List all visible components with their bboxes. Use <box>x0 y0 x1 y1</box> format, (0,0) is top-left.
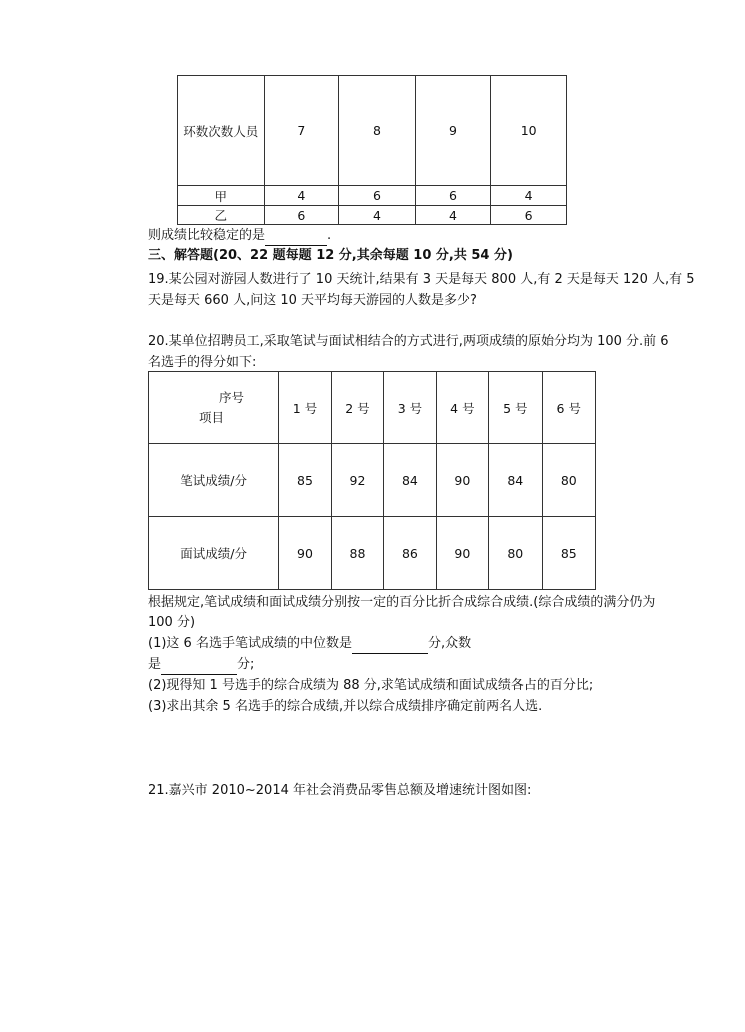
table2-cell: 84 <box>384 444 436 517</box>
table2-row-label: 笔试成绩/分 <box>149 444 279 517</box>
table1-cell: 4 <box>264 186 339 206</box>
sub1-text-c: 是 <box>148 657 162 672</box>
table1-header-cell: 8 <box>339 76 416 186</box>
table2-corner <box>149 372 279 444</box>
q21-line1: 21.嘉兴市 2010~2014 年社会消费品零售总额及增速统计图如图: <box>148 783 532 798</box>
q19-line2: 天是每天 660 人,问这 10 天平均每天游园的人数是多少? <box>148 293 477 308</box>
q20-rule-line2: 100 分) <box>148 615 196 630</box>
sub1-text-d: 分; <box>237 657 255 672</box>
table2-col-header: 5 号 <box>489 372 542 444</box>
table1-cell: 4 <box>339 206 416 225</box>
section-title: 三、解答题 <box>148 248 214 263</box>
table2-col-header: 6 号 <box>542 372 595 444</box>
q18-answer-line <box>148 226 331 246</box>
q20-sub3: (3)求出其余 5 名选手的综合成绩,并以综合成绩排序确定前两名人选. <box>148 699 543 714</box>
table2-cell: 90 <box>279 517 331 590</box>
table1-header-label: 环数次数人员 <box>178 76 265 186</box>
q20-rule-line1: 根据规定,笔试成绩和面试成绩分别按一定的百分比折合成综合成绩.(综合成绩的满分仍为 <box>148 595 656 610</box>
table2-cell: 80 <box>489 517 542 590</box>
table2-cell: 88 <box>331 517 383 590</box>
table2-cell: 90 <box>436 444 488 517</box>
section-heading <box>148 246 513 266</box>
section-note: (20、22 题每题 12 分,其余每题 10 分,共 54 分) <box>213 248 513 263</box>
table1-header-cell: 7 <box>264 76 339 186</box>
corner-bottom-label: 项目 <box>199 409 225 425</box>
median-blank[interactable] <box>352 639 428 654</box>
sub1-text-b: 分,众数 <box>427 636 472 651</box>
table1-header-cell: 9 <box>415 76 491 186</box>
table2-cell: 92 <box>331 444 383 517</box>
table2-cell: 90 <box>436 517 488 590</box>
answer-blank[interactable] <box>265 231 327 246</box>
table2-row-label: 面试成绩/分 <box>149 517 279 590</box>
table2-cell: 80 <box>542 444 595 517</box>
table1-cell: 4 <box>415 206 491 225</box>
table1-header-cell: 10 <box>491 76 567 186</box>
table2-cell: 86 <box>384 517 436 590</box>
q20-sub1-line1 <box>148 634 471 654</box>
q20-line1: 20.某单位招聘员工,采取笔试与面试相结合的方式进行,两项成绩的原始分均为 100 分.前 6 <box>148 334 669 349</box>
table2-col-header: 3 号 <box>384 372 436 444</box>
table2-col-header: 2 号 <box>331 372 383 444</box>
table2-cell: 85 <box>542 517 595 590</box>
table1-row-label: 甲 <box>178 186 265 206</box>
table1-cell: 6 <box>339 186 416 206</box>
q18-end: . <box>327 228 332 243</box>
table2-cell: 85 <box>279 444 331 517</box>
table1-row-label: 乙 <box>178 206 265 225</box>
table1-cell: 6 <box>491 206 567 225</box>
q20-sub1-line2 <box>148 655 254 675</box>
table2-cell: 84 <box>489 444 542 517</box>
table1-cell: 6 <box>415 186 491 206</box>
table1-cell: 6 <box>264 206 339 225</box>
table2-col-header: 4 号 <box>436 372 488 444</box>
q19-line1: 19.某公园对游园人数进行了 10 天统计,结果有 3 天是每天 800 人,有 2 天是每天 120 人,有 5 <box>148 272 695 287</box>
table1-cell: 4 <box>491 186 567 206</box>
q18-text: 则成绩比较稳定的是 <box>148 228 266 243</box>
sub1-text-a: (1)这 6 名选手笔试成绩的中位数是 <box>148 636 352 651</box>
mode-blank[interactable] <box>161 660 237 675</box>
score-table-2 <box>148 371 596 590</box>
q20-sub2: (2)现得知 1 号选手的综合成绩为 88 分,求笔试成绩和面试成绩各占的百分比; <box>148 678 594 693</box>
table2-col-header: 1 号 <box>279 372 331 444</box>
corner-top-label: 序号 <box>219 389 245 405</box>
q20-line2: 名选手的得分如下: <box>148 355 257 370</box>
score-table-1 <box>177 75 567 225</box>
